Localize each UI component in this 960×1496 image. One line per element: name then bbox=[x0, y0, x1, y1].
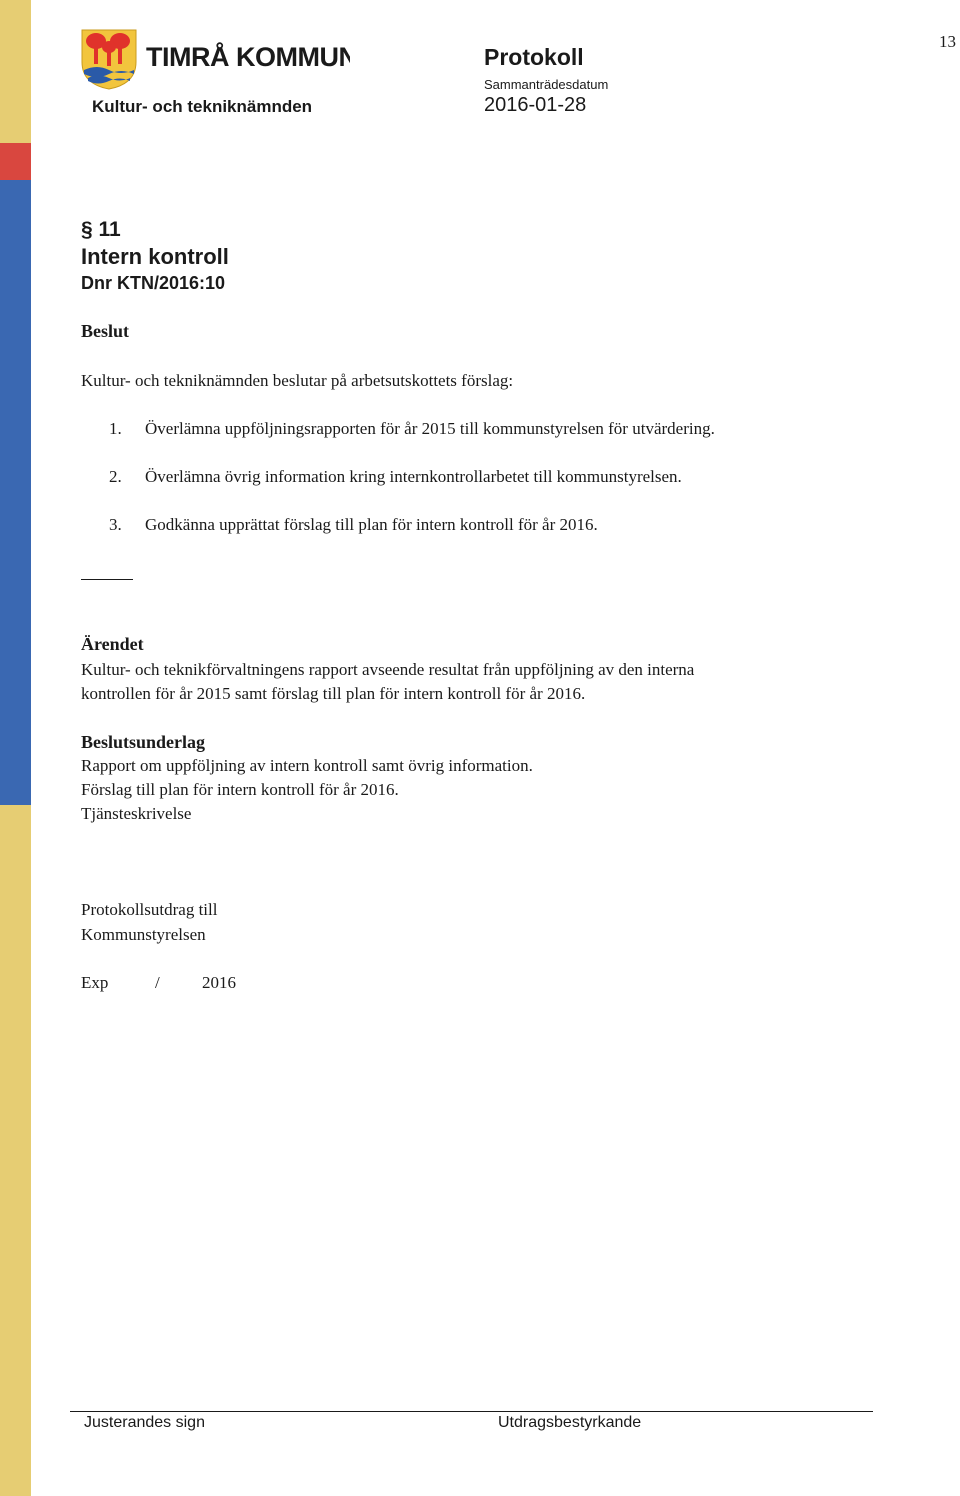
list-item: Överlämna uppföljningsrapporten för år 2015 till kommunstyrelsen för utvärdering. bbox=[145, 419, 715, 438]
arendet-heading: Ärendet bbox=[81, 634, 144, 654]
department-name: Kultur- och tekniknämnden bbox=[92, 97, 313, 116]
side-color-band bbox=[0, 0, 31, 1496]
diary-number: Dnr KTN/2016:10 bbox=[81, 273, 226, 293]
justerandes-sign-label: Justerandes sign bbox=[84, 1414, 205, 1431]
utdragsbestyrkande-label: Utdragsbestyrkande bbox=[498, 1414, 642, 1431]
footer-divider bbox=[70, 1411, 873, 1412]
arendet-text-line1: Kultur- och teknikförvaltningens rapport avseende resultat från uppföljning av den interna bbox=[81, 660, 695, 679]
exp-slash: / bbox=[155, 973, 160, 992]
beslut-heading: Beslut bbox=[81, 321, 130, 341]
beslutsunderlag-heading: Beslutsunderlag bbox=[81, 732, 206, 752]
band-blue bbox=[0, 180, 31, 805]
date-value: 2016-01-28 bbox=[484, 94, 587, 116]
document-type: Protokoll bbox=[484, 44, 584, 70]
date-label: Sammanträdesdatum bbox=[484, 77, 609, 92]
underlag-item: Tjänsteskrivelse bbox=[81, 804, 192, 823]
paragraph-symbol: § bbox=[81, 218, 93, 241]
protokollsutdrag-label: Protokollsutdrag till bbox=[81, 900, 218, 919]
exp-label: Exp bbox=[81, 973, 109, 992]
section-title: Intern kontroll bbox=[81, 244, 229, 269]
list-item: Överlämna övrig information kring internkontrollarbetet till kommunstyrelsen. bbox=[145, 467, 682, 486]
band-yellow-bottom bbox=[0, 805, 31, 1496]
underlag-item: Förslag till plan för intern kontroll för år 2016. bbox=[81, 780, 399, 799]
logo-text: TIMRÅ KOMMUN bbox=[146, 42, 350, 72]
protokollsutdrag-recipient: Kommunstyrelsen bbox=[81, 925, 206, 944]
list-item: Godkänna upprättat förslag till plan för intern kontroll för år 2016. bbox=[145, 515, 598, 534]
band-red bbox=[0, 143, 31, 180]
section-number bbox=[81, 218, 121, 242]
section-number-value: 11 bbox=[98, 218, 121, 241]
list-item-number: 2. bbox=[109, 467, 122, 486]
logo-emblem-icon bbox=[80, 28, 350, 90]
beslut-intro: Kultur- och tekniknämnden beslutar på arbetsutskottets förslag: bbox=[81, 371, 514, 390]
municipality-logo bbox=[80, 28, 350, 90]
page-number: 13 bbox=[939, 32, 956, 51]
list-item-number: 3. bbox=[109, 515, 122, 534]
underlag-item: Rapport om uppföljning av intern kontroll samt övrig information. bbox=[81, 756, 533, 775]
arendet-text-line2: kontrollen för år 2015 samt förslag till plan för intern kontroll för år 2016. bbox=[81, 684, 586, 703]
band-yellow-top bbox=[0, 0, 31, 143]
exp-year: 2016 bbox=[202, 973, 236, 992]
divider bbox=[81, 579, 133, 580]
list-item-number: 1. bbox=[109, 419, 122, 438]
